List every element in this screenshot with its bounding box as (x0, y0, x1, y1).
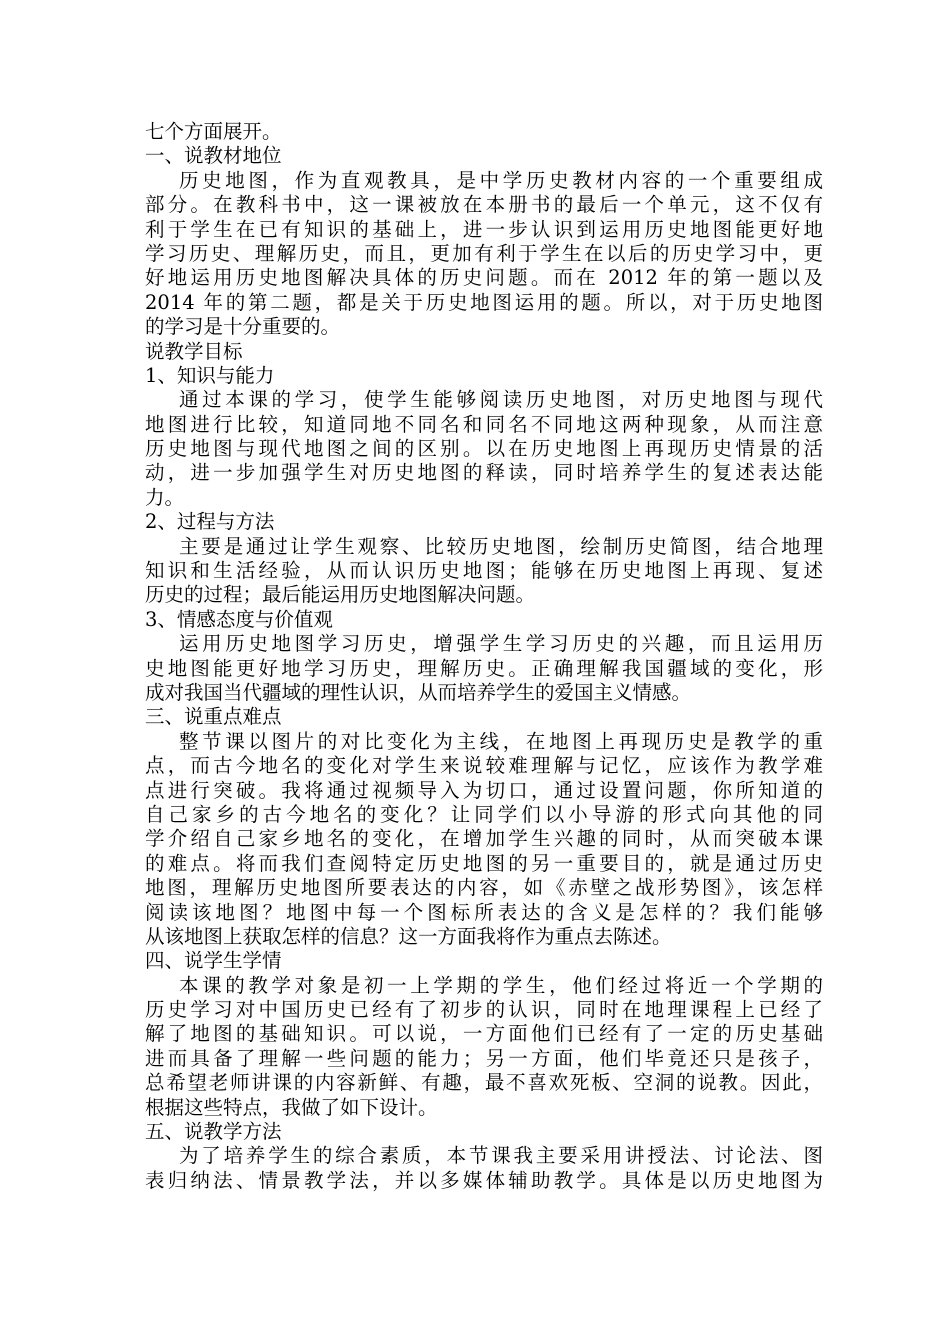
text-line: 进而具备了理解一些问题的能力；另一方面，他们毕竟还只是孩子， (145, 1046, 823, 1070)
text-line: 解了地图的基础知识。可以说，一方面他们已经有了一定的历史基础 (145, 1022, 823, 1046)
text-line: 动，进一步加强学生对历史地图的释读，同时培养学生的复述表达能 (145, 461, 823, 485)
text-line: 地图，理解历史地图所要表达的内容，如《赤壁之战形势图》，该怎样 (145, 876, 823, 900)
section-heading: 1、知识与能力 (145, 363, 275, 387)
text-line: 总希望老师讲课的内容新鲜、有趣，最不喜欢死板、空洞的说教。因此， (145, 1071, 823, 1095)
text-line: 点，而古今地名的变化对学生来说较难理解与记忆，应该作为教学难 (145, 754, 823, 778)
text-line: 好地运用历史地图解决具体的历史问题。而在 2012 年的第一题以及 (145, 266, 823, 290)
section-heading: 3、情感态度与价值观 (145, 607, 333, 631)
section-heading: 五、说教学方法 (145, 1120, 282, 1144)
section-heading: 2、过程与方法 (145, 510, 275, 534)
text-line: 力。 (145, 485, 185, 509)
text-line: 历史的过程；最后能运用历史地图解决问题。 (145, 583, 536, 607)
text-line: 自己家乡的古今地名的变化？让同学们以小导游的形式向其他的同 (145, 802, 823, 826)
text-line: 成对我国当代疆域的理性认识，从而培养学生的爱国主义情感。 (145, 680, 692, 704)
text-line: 表归纳法、情景教学法，并以多媒体辅助教学。具体是以历史地图为 (145, 1168, 823, 1192)
text-line: 为了培养学生的综合素质，本节课我主要采用讲授法、讨论法、图 (179, 1144, 823, 1168)
section-heading: 说教学目标 (145, 339, 243, 363)
text-line: 学习历史、理解历史，而且，更加有利于学生在以后的历史学习中，更 (145, 241, 823, 265)
text-line: 根据这些特点，我做了如下设计。 (145, 1095, 438, 1119)
text-line: 历史学习对中国历史已经有了初步的认识，同时在地理课程上已经了 (145, 998, 823, 1022)
text-line: 2014 年的第二题，都是关于历史地图运用的题。所以，对于历史地图 (145, 290, 823, 314)
text-line: 七个方面展开。 (145, 120, 282, 143)
text-line: 整节课以图片的对比变化为主线，在地图上再现历史是教学的重 (179, 729, 823, 753)
text-line: 的难点。将而我们查阅特定历史地图的另一重要目的，就是通过历史 (145, 851, 823, 875)
section-heading: 一、说教材地位 (145, 144, 282, 168)
text-line: 的学习是十分重要的。 (145, 315, 341, 339)
text-line: 利于学生在已有知识的基础上，进一步认识到运用历史地图能更好地 (145, 217, 823, 241)
text-line: 历史地图，作为直观教具，是中学历史教材内容的一个重要组成 (179, 168, 823, 192)
text-line: 运用历史地图学习历史，增强学生学习历史的兴趣，而且运用历 (179, 632, 823, 656)
text-line: 学介绍自己家乡地名的变化，在增加学生兴趣的同时，从而突破本课 (145, 827, 823, 851)
text-line: 本课的教学对象是初一上学期的学生，他们经过将近一个学期的 (179, 973, 823, 997)
section-heading: 四、说学生学情 (145, 949, 282, 973)
text-line: 部分。在教科书中，这一课被放在本册书的最后一个单元，这不仅有 (145, 193, 823, 217)
text-line: 主要是通过让学生观察、比较历史地图，绘制历史简图，结合地理 (179, 534, 823, 558)
text-line: 历史地图与现代地图之间的区别。以在历史地图上再现历史情景的活 (145, 437, 823, 461)
text-line: 阅读该地图？地图中每一个图标所表达的含义是怎样的？我们能够 (145, 900, 823, 924)
text-line: 知识和生活经验，从而认识历史地图；能够在历史地图上再现、复述 (145, 559, 823, 583)
text-line: 地图进行比较，知道同地不同名和同名不同地这两种现象，从而注意 (145, 412, 823, 436)
section-heading: 三、说重点难点 (145, 705, 282, 729)
text-line: 从该地图上获取怎样的信息？这一方面我将作为重点去陈述。 (145, 924, 672, 948)
document-body (145, 120, 823, 1193)
text-line: 通过本课的学习，使学生能够阅读历史地图，对历史地图与现代 (179, 388, 823, 412)
text-line: 史地图能更好地学习历史，理解历史。正确理解我国疆域的变化，形 (145, 656, 823, 680)
text-line: 点进行突破。我将通过视频导入为切口，通过设置问题，你所知道的 (145, 778, 823, 802)
